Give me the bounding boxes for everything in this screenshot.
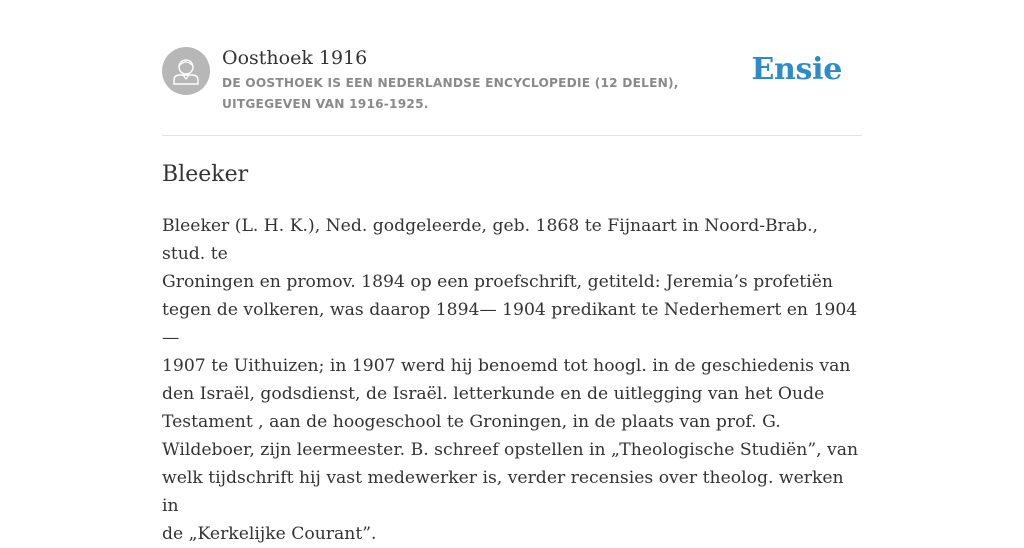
entry-line: Wildeboer, zijn leermeester. B. schreef opstellen in „Theologische Studiën”, van (162, 440, 859, 460)
ensie-logo-link[interactable]: Ensie (751, 52, 842, 87)
entry-line: 1907 te Uithuizen; in 1907 werd hij benoemd tot hoogl. in de geschiedenis van (162, 356, 851, 376)
entry-title: Bleeker (162, 162, 249, 187)
source-header (162, 46, 862, 136)
entry-line: tegen de volkeren, was daarop 1894— 1904 predikant te Nederhemert en 1904— (162, 300, 858, 348)
entry-body (162, 212, 862, 548)
entry-line: Groningen en promov. 1894 op een proefschrift, getiteld: Jeremia’s profetiën (162, 272, 833, 292)
entry-line: de „Kerkelijke Courant”. (162, 524, 377, 544)
user-icon[interactable] (162, 47, 210, 95)
entry-line: den Israël, godsdienst, de Israël. letterkunde en de uitlegging van het Oude (162, 384, 825, 404)
entry-line: Bleeker (L. H. K.), Ned. godgeleerde, geb. 1868 te Fijnaart in Noord-Brab., stud. te (162, 216, 819, 264)
source-description: DE OOSTHOEK IS EEN NEDERLANDSE ENCYCLOPEDIE (12 DELEN), UITGEGEVEN VAN 1916-1925. (222, 76, 679, 111)
user-icon-glyph (162, 47, 210, 95)
source-title[interactable]: Oosthoek 1916 (222, 47, 368, 69)
entry-line: welk tijdschrift hij vast medewerker is, verder recensies over theolog. werken in (162, 468, 844, 516)
entry-line: Testament , aan de hoogeschool te Groningen, in de plaats van prof. G. (162, 412, 781, 432)
page (162, 0, 862, 544)
